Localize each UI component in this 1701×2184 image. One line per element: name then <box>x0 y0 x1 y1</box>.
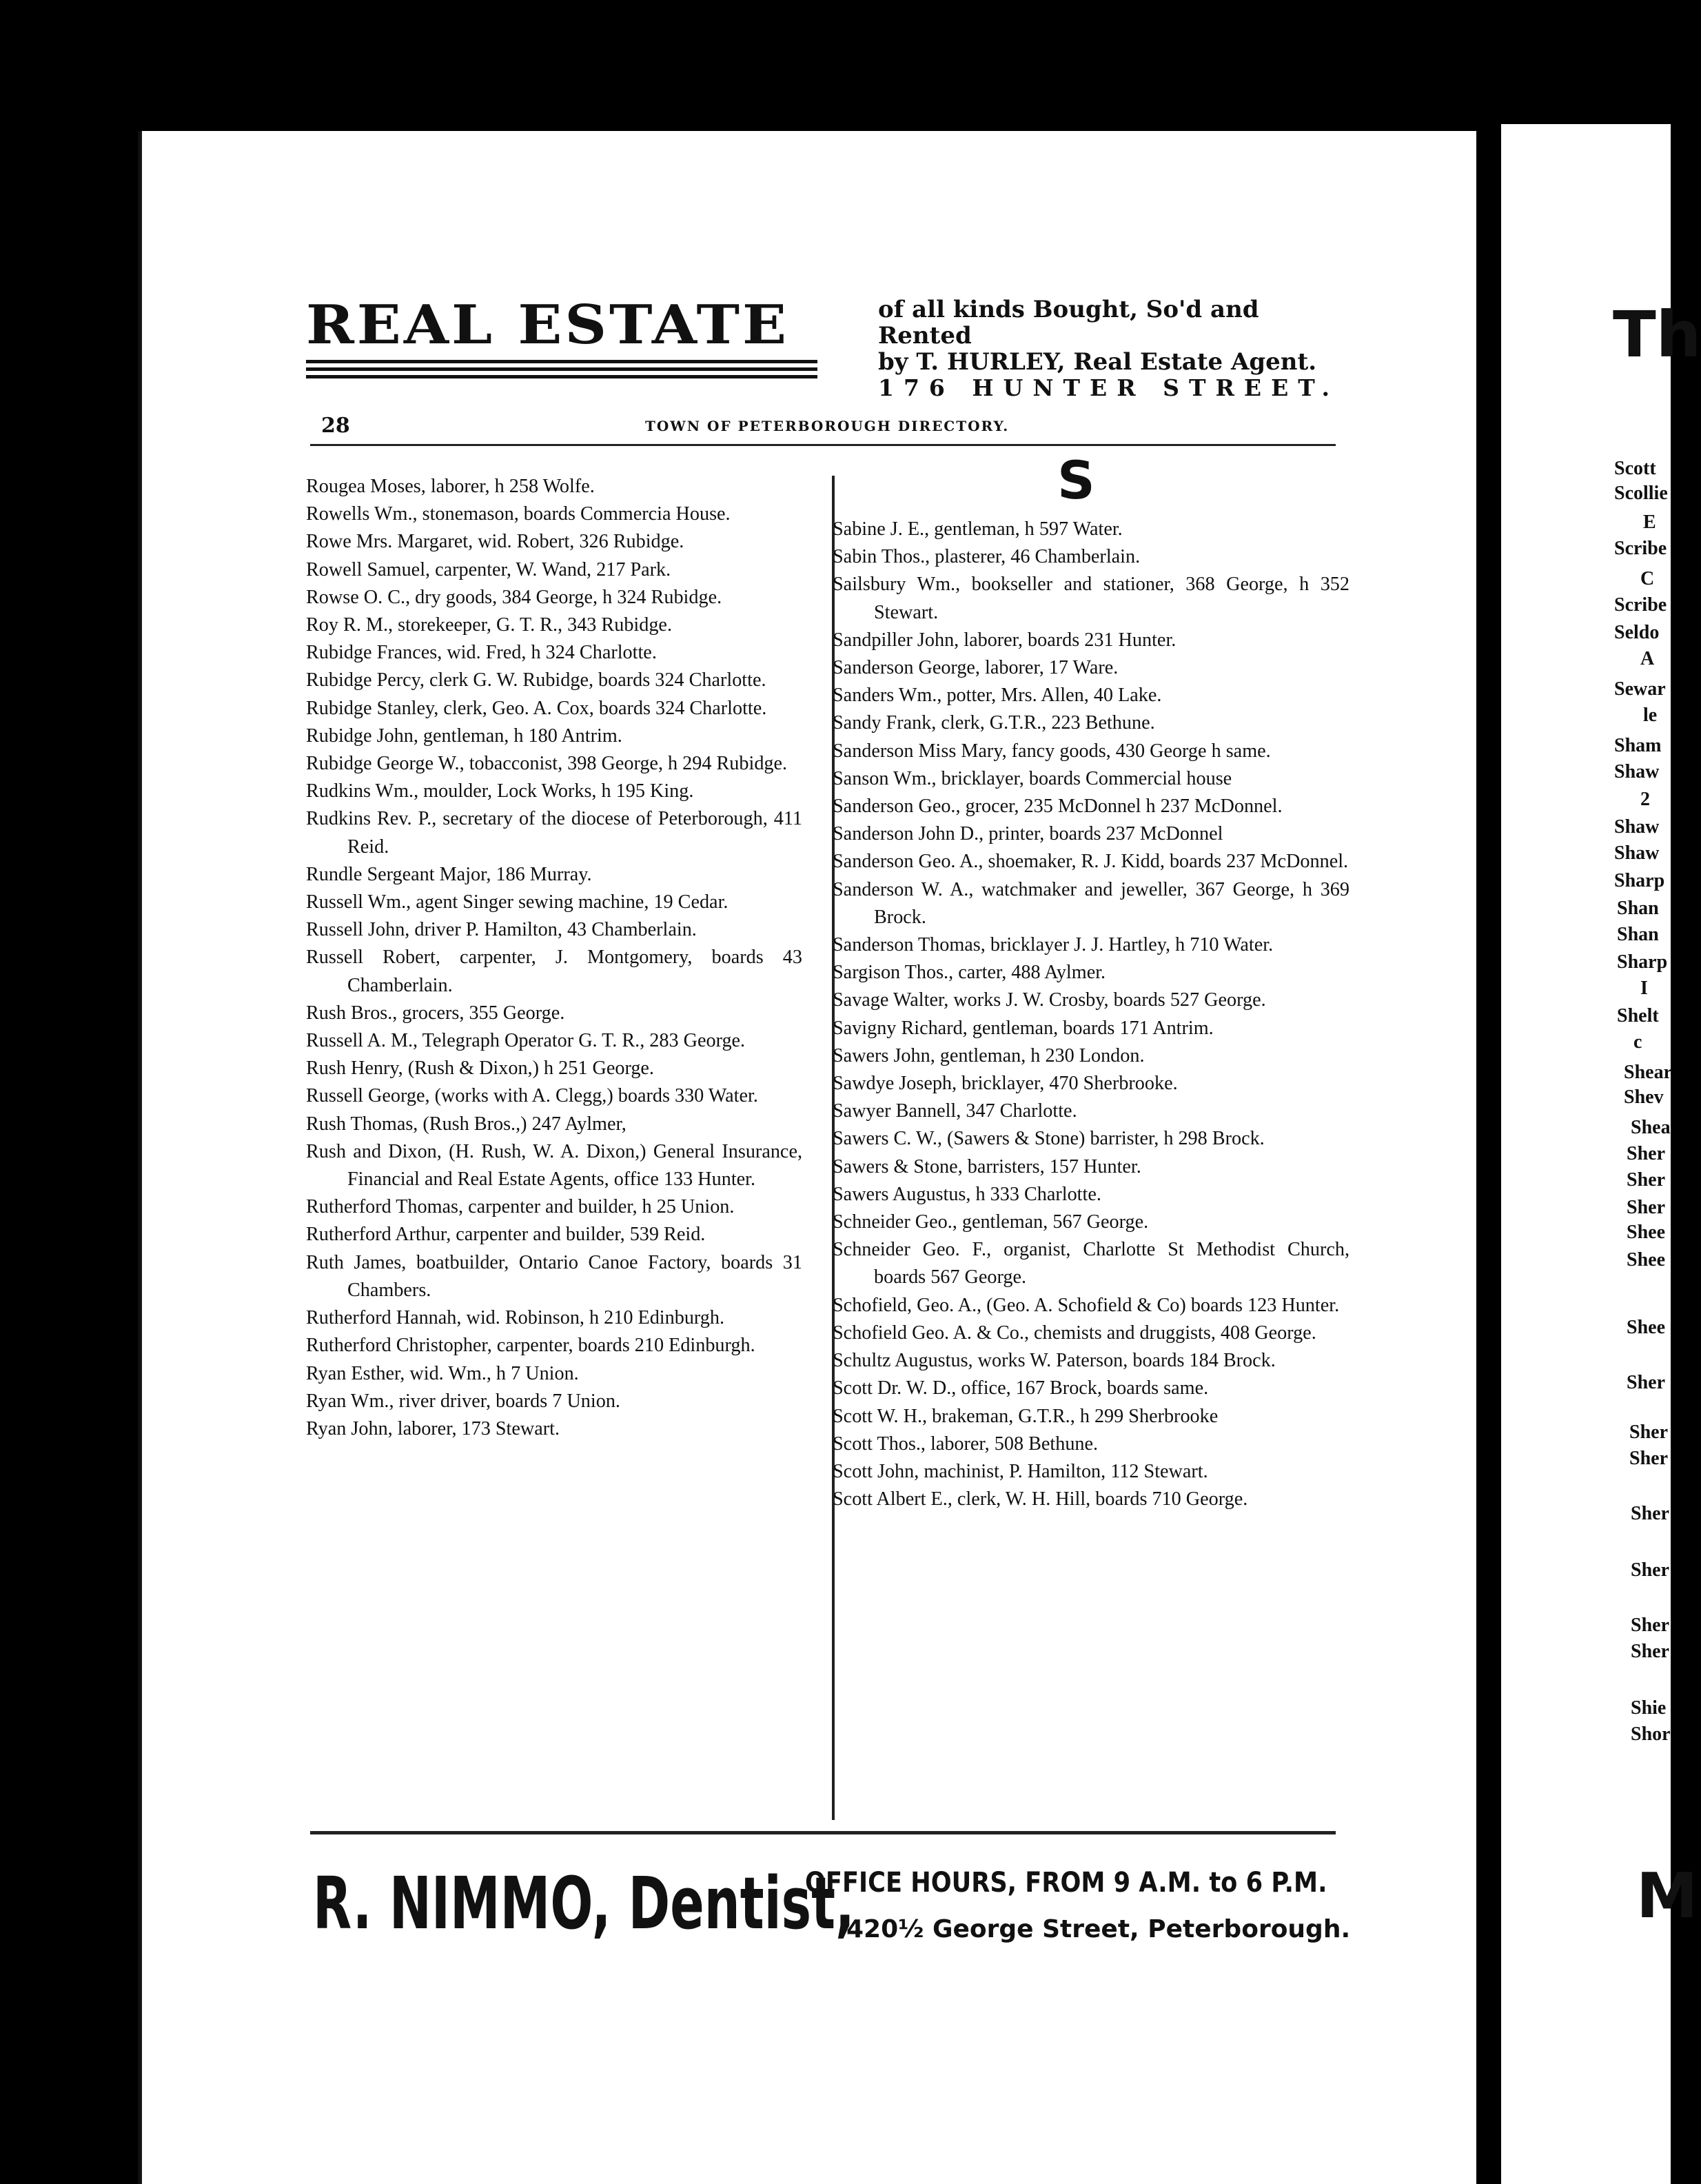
next-page-fragment: Shee <box>1627 1249 1665 1271</box>
ad-line-1: of all kinds Bought, So'd and Rented <box>878 296 1259 350</box>
ad-details <box>878 296 1347 401</box>
directory-entry: Savage Walter, works J. W. Crosby, boards 527 George. <box>833 989 1266 1011</box>
directory-entry: Sanders Wm., potter, Mrs. Allen, 40 Lake. <box>833 685 1162 707</box>
directory-entry: Rudkins Wm., moulder, Lock Works, h 195 King. <box>306 780 694 802</box>
directory-entry: Schofield, Geo. A., (Geo. A. Schofield & Co) boards 123 Hunter. <box>833 1294 1340 1316</box>
directory-entry: Rutherford Hannah, wid. Robinson, h 210 Edinburgh. <box>306 1307 725 1329</box>
directory-entry: Sawers & Stone, barristers, 157 Hunter. <box>833 1155 1141 1177</box>
directory-entry: Sailsbury Wm., bookseller and stationer, 368 George, h 352 Stewart. <box>833 574 1349 623</box>
next-page-fragment: Shear <box>1624 1062 1672 1083</box>
next-page-fragment: Sher <box>1627 1372 1665 1393</box>
directory-entry: Sabine J. E., gentleman, h 597 Water. <box>833 518 1123 540</box>
next-page-fragment: Sharp <box>1614 870 1665 891</box>
next-page-fragment: le <box>1643 705 1658 726</box>
directory-entry: Sanderson George, laborer, 17 Ware. <box>833 657 1119 679</box>
next-page-fragment: Shev <box>1624 1086 1664 1108</box>
next-page-fragment: Shaw <box>1614 816 1660 838</box>
next-page-fragment: Shee <box>1627 1222 1665 1243</box>
next-page-fragment: Sher <box>1631 1559 1669 1581</box>
directory-entry: Sawers Augustus, h 333 Charlotte. <box>833 1183 1101 1205</box>
next-page-fragment: Sher <box>1627 1169 1665 1191</box>
next-page-fragment: Shor <box>1631 1723 1671 1745</box>
next-page-fragment: Shie <box>1631 1697 1667 1719</box>
page-number: 28 <box>321 414 350 438</box>
next-page-fragment: Sham <box>1614 735 1662 756</box>
ad-decorative-rules <box>306 360 817 383</box>
ad-headline: REAL ESTATE <box>306 293 790 356</box>
directory-entry: Rutherford Arthur, carpenter and builder, 539 Reid. <box>306 1224 706 1246</box>
section-letter: S <box>1057 449 1095 511</box>
next-page-fragment: Scribe <box>1614 594 1667 616</box>
directory-entry: Sanderson W. A., watchmaker and jeweller, 367 George, h 369 Brock. <box>833 878 1349 928</box>
next-page-fragment: Sher <box>1629 1422 1668 1443</box>
directory-entry: Schofield Geo. A. & Co., chemists and druggists, 408 George. <box>833 1322 1316 1344</box>
directory-entry: Ryan John, laborer, 173 Stewart. <box>306 1417 560 1439</box>
directory-entry: Rowell Samuel, carpenter, W. Wand, 217 Park. <box>306 558 671 580</box>
directory-entry: Rougea Moses, laborer, h 258 Wolfe. <box>306 476 595 497</box>
directory-entry: Rubidge Percy, clerk G. W. Rubidge, boards 324 Charlotte. <box>306 669 766 691</box>
next-page-fragment: Shaw <box>1614 842 1660 864</box>
next-page-fragment: Shea <box>1631 1117 1671 1138</box>
next-page-fragment: Sher <box>1631 1503 1669 1524</box>
directory-entry: Sanderson Geo., grocer, 235 McDonnel h 237 McDonnel. <box>833 796 1283 818</box>
directory-entry: Sanson Wm., bricklayer, boards Commercial house <box>833 767 1232 789</box>
office-hours: OFFICE HOURS, FROM 9 A.M. to 6 P.M. <box>805 1867 1327 1899</box>
directory-entry: Sandpiller John, laborer, boards 231 Hunter. <box>833 629 1177 651</box>
next-page-fragment: E <box>1643 512 1656 533</box>
directory-entry: Schultz Augustus, works W. Paterson, boards 184 Brock. <box>833 1350 1276 1372</box>
directory-entry: Roy R. M., storekeeper, G. T. R., 343 Rubidge. <box>306 614 672 636</box>
right-column-entries <box>833 516 1349 1513</box>
next-page-fragment: Sewar <box>1614 678 1666 700</box>
directory-entry: Sanderson Miss Mary, fancy goods, 430 George h same. <box>833 740 1271 762</box>
directory-entry: Sawdye Joseph, bricklayer, 470 Sherbrooke. <box>833 1073 1178 1095</box>
directory-entry: Rubidge Frances, wid. Fred, h 324 Charlotte. <box>306 642 657 664</box>
directory-entry: Rush and Dixon, (H. Rush, W. A. Dixon,) General Insurance, Financial and Real Estate Agents, office 133 Hunter. <box>306 1140 802 1191</box>
ad-address: 176 HUNTER STREET. <box>878 374 1340 401</box>
directory-entry: Sawers John, gentleman, h 230 London. <box>833 1044 1145 1066</box>
directory-entry: Rudkins Rev. P., secretary of the diocese of Peterborough, 411 Reid. <box>306 808 802 858</box>
directory-entry: Rubidge George W., tobacconist, 398 George, h 294 Rubidge. <box>306 753 788 775</box>
directory-entry: Sandy Frank, clerk, G.T.R., 223 Bethune. <box>833 712 1155 734</box>
page-title: TOWN OF PETERBOROUGH DIRECTORY. <box>645 418 1010 434</box>
directory-entry: Ruth James, boatbuilder, Ontario Canoe Factory, boards 31 Chambers. <box>306 1251 802 1301</box>
directory-entry: Schneider Geo., gentleman, 567 George. <box>833 1211 1149 1233</box>
next-page-fragment: Shan <box>1617 924 1659 945</box>
next-page-fragment: Sher <box>1629 1448 1668 1469</box>
directory-entry: Rutherford Christopher, carpenter, boards 210 Edinburgh. <box>306 1335 755 1357</box>
next-page-bottom-fragment: M <box>1636 1860 1698 1932</box>
real-estate-advertisement <box>306 293 1347 401</box>
directory-entry: Scott Albert E., clerk, W. H. Hill, boards 710 George. <box>833 1488 1248 1510</box>
directory-entry: Rush Thomas, (Rush Bros.,) 247 Aylmer, <box>306 1113 627 1135</box>
dentist-address: 420½ George Street, Peterborough. <box>846 1915 1351 1943</box>
footer-rule <box>310 1831 1336 1834</box>
directory-entry: Rush Henry, (Rush & Dixon,) h 251 George. <box>306 1058 654 1080</box>
next-page-fragment: c <box>1633 1031 1642 1053</box>
directory-entry: Scott Dr. W. D., office, 167 Brock, boards same. <box>833 1377 1209 1399</box>
left-column-entries <box>306 473 802 1443</box>
directory-entry: Scott Thos., laborer, 508 Bethune. <box>833 1433 1099 1455</box>
directory-entry: Sanderson Geo. A., shoemaker, R. J. Kidd, boards 237 McDonnel. <box>833 851 1349 873</box>
directory-entry: Ryan Wm., river driver, boards 7 Union. <box>306 1390 620 1412</box>
directory-entry: Russell George, (works with A. Clegg,) boards 330 Water. <box>306 1085 758 1107</box>
ad-line-2: by T. HURLEY, Real Estate Agent. <box>878 348 1317 376</box>
directory-entry: Schneider Geo. F., organist, Charlotte St Methodist Church, boards 567 George. <box>833 1239 1349 1288</box>
directory-entry: Rubidge John, gentleman, h 180 Antrim. <box>306 725 622 747</box>
directory-entry: Scott John, machinist, P. Hamilton, 112 Stewart. <box>833 1460 1208 1482</box>
next-page-heading-fragment: Th <box>1613 298 1701 372</box>
next-page-fragment: Sher <box>1631 1615 1669 1636</box>
next-page-fragment: Seldo <box>1614 622 1660 643</box>
directory-entry: Russell Wm., agent Singer sewing machine, 19 Cedar. <box>306 891 729 913</box>
next-page-fragment: Shan <box>1617 898 1659 919</box>
next-page-fragment: Shaw <box>1614 761 1660 782</box>
directory-entry: Sabin Thos., plasterer, 46 Chamberlain. <box>833 546 1141 568</box>
directory-entry: Sargison Thos., carter, 488 Aylmer. <box>833 962 1106 984</box>
next-page-fragment: Shelt <box>1617 1005 1659 1027</box>
directory-entry: Rowells Wm., stonemason, boards Commercia House. <box>306 503 731 525</box>
next-page-fragment: C <box>1640 568 1655 589</box>
dentist-name: R. NIMMO, Dentist, <box>313 1861 855 1945</box>
next-page-fragment: I <box>1640 978 1648 999</box>
directory-entry: Rutherford Thomas, carpenter and builder, h 25 Union. <box>306 1196 735 1218</box>
directory-entry: Sanderson John D., printer, boards 237 McDonnel <box>833 823 1223 845</box>
directory-entry: Savigny Richard, gentleman, boards 171 Antrim. <box>833 1017 1214 1039</box>
next-page-fragment: Sher <box>1627 1197 1665 1218</box>
directory-entry: Rubidge Stanley, clerk, Geo. A. Cox, boards 324 Charlotte. <box>306 697 767 719</box>
directory-entry: Rundle Sergeant Major, 186 Murray. <box>306 863 592 885</box>
directory-entry: Scott W. H., brakeman, G.T.R., h 299 Sherbrooke <box>833 1405 1219 1427</box>
next-page-fragment: Sharp <box>1617 951 1668 973</box>
next-page-fragment: Scollie <box>1614 483 1668 504</box>
next-page-fragment: Sher <box>1631 1641 1669 1662</box>
directory-entry: Ryan Esther, wid. Wm., h 7 Union. <box>306 1362 579 1384</box>
directory-entry: Rowse O. C., dry goods, 384 George, h 324 Rubidge. <box>306 586 722 608</box>
directory-entry: Russell A. M., Telegraph Operator G. T. R., 283 George. <box>306 1030 746 1052</box>
dentist-advertisement <box>313 1861 1351 1972</box>
next-page-fragment: 2 <box>1640 789 1650 810</box>
directory-entry: Sawyer Bannell, 347 Charlotte. <box>833 1100 1077 1122</box>
next-page-fragment: Shee <box>1627 1317 1665 1338</box>
directory-entry: Rush Bros., grocers, 355 George. <box>306 1002 565 1024</box>
next-page-fragment: Sher <box>1627 1143 1665 1164</box>
directory-entry: Russell John, driver P. Hamilton, 43 Chamberlain. <box>306 919 697 941</box>
directory-entry: Sawers C. W., (Sawers & Stone) barrister, h 298 Brock. <box>833 1128 1265 1150</box>
next-page-fragment: Scribe <box>1614 538 1667 559</box>
directory-entry: Russell Robert, carpenter, J. Montgomery, boards 43 Chamberlain. <box>306 947 802 996</box>
next-page-fragment: Scott <box>1614 458 1656 479</box>
directory-entry: Sanderson Thomas, bricklayer J. J. Hartley, h 710 Water. <box>833 934 1274 956</box>
next-page-fragment: A <box>1640 648 1655 669</box>
header-rule <box>310 444 1336 446</box>
directory-entry: Rowe Mrs. Margaret, wid. Robert, 326 Rubidge. <box>306 531 684 553</box>
